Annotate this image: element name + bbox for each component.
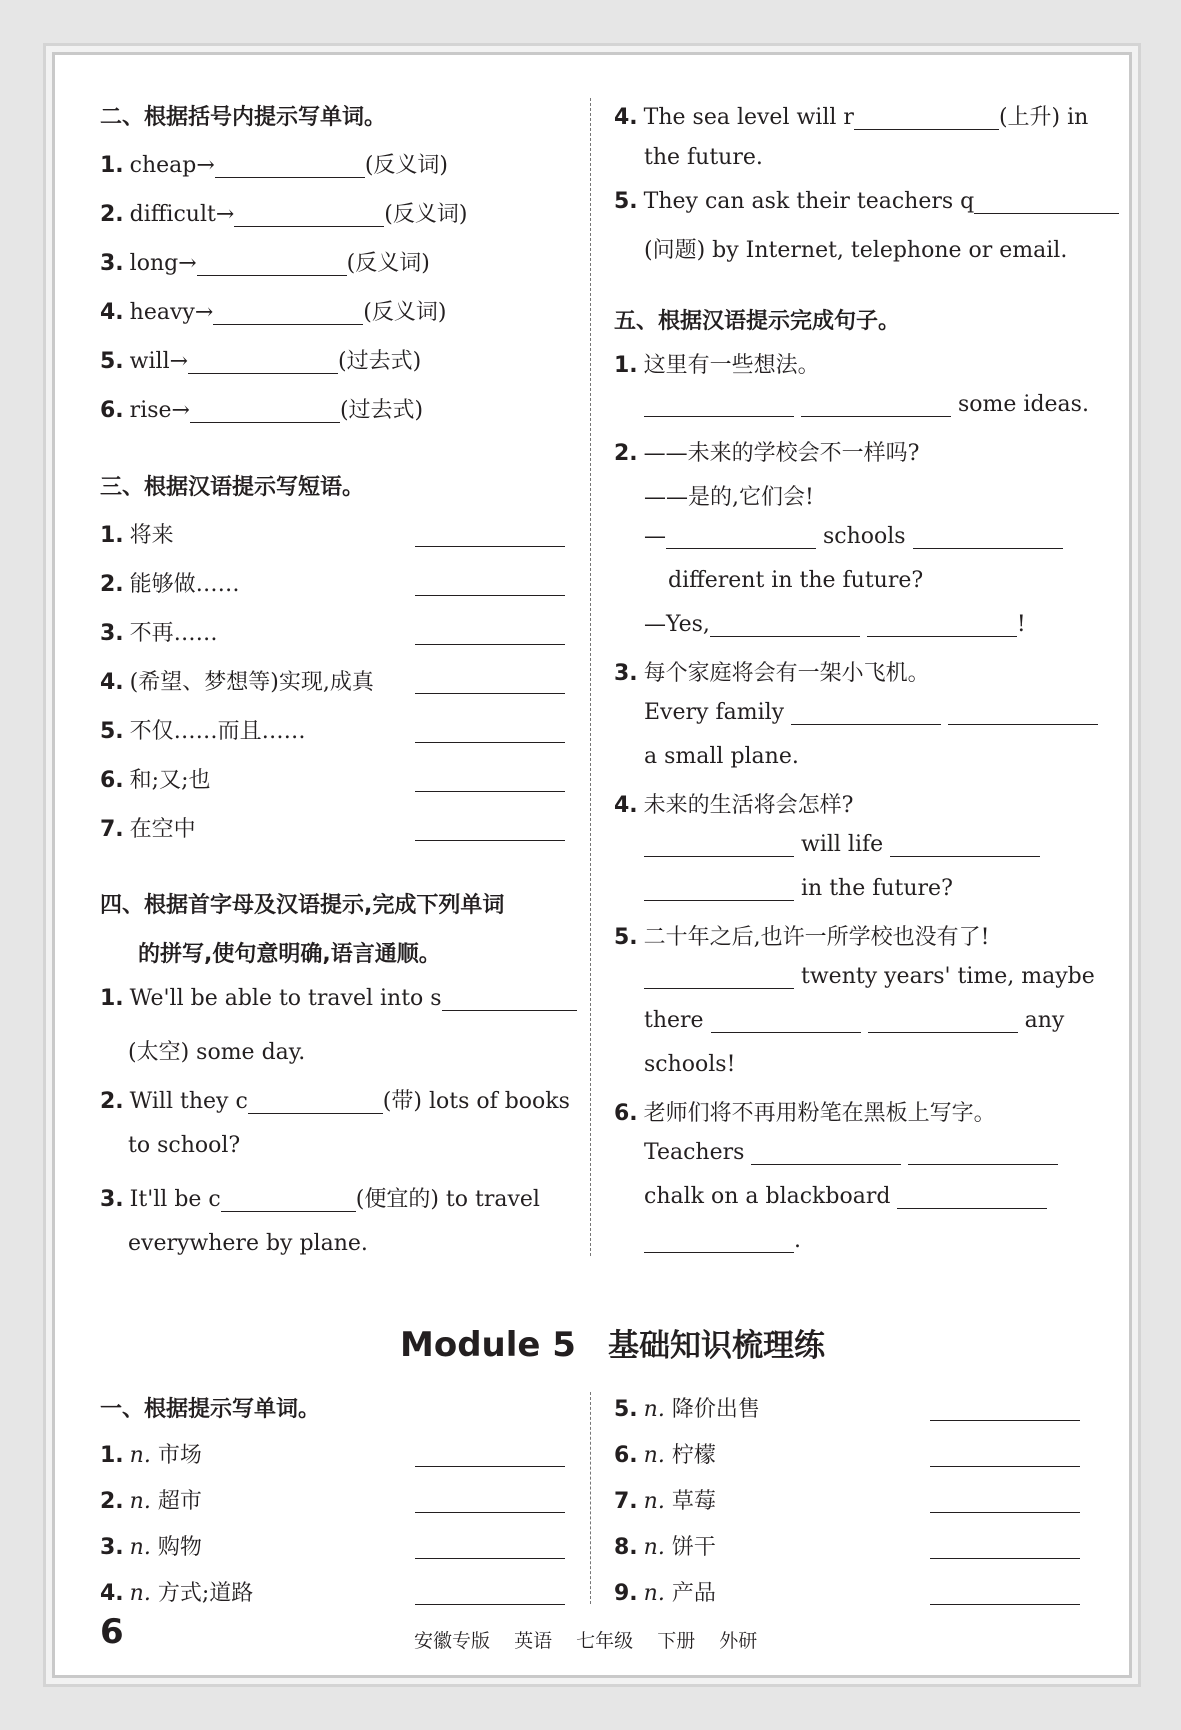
- list-item: 5. will→ (过去式): [100, 349, 422, 374]
- list-item: 6. rise→ (过去式): [100, 398, 424, 423]
- footer-publisher: 外研: [719, 1630, 758, 1652]
- list-item: 4. The sea level will r (上升) in: [614, 105, 1089, 130]
- answer-blank[interactable]: [710, 614, 860, 637]
- answer-blank[interactable]: [868, 1010, 1018, 1033]
- answer-line: —Yes, !: [644, 612, 1026, 637]
- footer-grade: 七年级: [576, 1630, 634, 1652]
- answer-blank[interactable]: [867, 614, 1017, 637]
- list-item-cont: ——是的,它们会!: [644, 485, 814, 510]
- list-item: 5. They can ask their teachers q: [614, 189, 1119, 214]
- answer-blank[interactable]: [897, 1186, 1047, 1209]
- list-item: 1. 这里有一些想法。: [614, 353, 820, 378]
- answer-blank[interactable]: [221, 1189, 356, 1212]
- column-divider: [590, 1392, 591, 1604]
- list-item: 1. cheap→ (反义词): [100, 153, 448, 178]
- section-5-title: 五、根据汉语提示完成句子。: [614, 309, 901, 334]
- answer-blank[interactable]: [930, 1511, 1080, 1513]
- list-item-cont: a small plane.: [644, 744, 799, 769]
- answer-blank[interactable]: [948, 702, 1098, 725]
- list-item: 6. 老师们将不再用粉笔在黑板上写字。: [614, 1101, 996, 1126]
- footer-term: 下册: [657, 1630, 696, 1652]
- answer-line: will life: [644, 832, 1040, 857]
- module-section-1-title: 一、根据提示写单词。: [100, 1397, 321, 1422]
- section-2-title: 二、根据括号内提示写单词。: [100, 105, 387, 130]
- answer-blank[interactable]: [974, 191, 1119, 214]
- answer-line: — schools: [644, 524, 1063, 549]
- answer-blank[interactable]: [791, 702, 941, 725]
- answer-blank[interactable]: [215, 155, 365, 178]
- answer-blank[interactable]: [415, 1603, 565, 1605]
- answer-blank[interactable]: [711, 1010, 861, 1033]
- answer-line: twenty years' time, maybe: [644, 964, 1095, 989]
- answer-line: .: [644, 1228, 801, 1253]
- list-item: 4. n. 方式;道路: [100, 1581, 254, 1606]
- answer-blank[interactable]: [190, 400, 340, 423]
- list-item: 6. 和;又;也: [100, 768, 211, 793]
- answer-line: there any: [644, 1008, 1065, 1033]
- list-item: 7. 在空中: [100, 817, 196, 842]
- list-item: 2. difficult→ (反义词): [100, 202, 468, 227]
- answer-blank[interactable]: [188, 351, 338, 374]
- answer-blank[interactable]: [890, 834, 1040, 857]
- list-item: 5. 二十年之后,也许一所学校也没有了!: [614, 925, 990, 950]
- answer-blank[interactable]: [930, 1557, 1080, 1559]
- answer-line: chalk on a blackboard: [644, 1184, 1047, 1209]
- list-item: 4. heavy→ (反义词): [100, 300, 447, 325]
- footer-edition: 安徽专版: [414, 1630, 491, 1652]
- footer-info: [414, 1626, 775, 1653]
- answer-line: Teachers: [644, 1140, 1058, 1165]
- answer-line: some ideas.: [644, 392, 1089, 417]
- answer-blank[interactable]: [415, 594, 565, 596]
- answer-blank[interactable]: [415, 545, 565, 547]
- answer-blank[interactable]: [248, 1091, 383, 1114]
- list-item: 3. 不再……: [100, 621, 218, 646]
- section-4-title: 四、根据首字母及汉语提示,完成下列单词: [100, 893, 505, 918]
- section-4-title-cont: 的拼写,使句意明确,语言通顺。: [138, 942, 441, 967]
- answer-blank[interactable]: [930, 1465, 1080, 1467]
- list-item-cont: to school?: [128, 1133, 241, 1158]
- answer-blank[interactable]: [442, 988, 577, 1011]
- answer-blank[interactable]: [644, 966, 794, 989]
- section-3-title: 三、根据汉语提示写短语。: [100, 475, 365, 500]
- answer-line: Every family: [644, 700, 1098, 725]
- answer-blank[interactable]: [666, 526, 816, 549]
- list-item: 3. It'll be c (便宜的) to travel: [100, 1187, 540, 1212]
- answer-blank[interactable]: [415, 643, 565, 645]
- list-item-cont: the future.: [644, 145, 763, 170]
- answer-blank[interactable]: [234, 204, 384, 227]
- list-item: 9. n. 产品: [614, 1581, 716, 1606]
- answer-blank[interactable]: [644, 878, 794, 901]
- list-item: 5. n. 降价出售: [614, 1397, 760, 1422]
- list-item: 5. 不仅……而且……: [100, 719, 306, 744]
- list-item: 2. n. 超市: [100, 1489, 202, 1514]
- list-item-cont: everywhere by plane.: [128, 1231, 368, 1256]
- answer-blank[interactable]: [930, 1419, 1080, 1421]
- answer-blank[interactable]: [908, 1142, 1058, 1165]
- answer-blank[interactable]: [415, 1557, 565, 1559]
- footer-subject: 英语: [514, 1630, 553, 1652]
- page-number: 6: [100, 1612, 124, 1652]
- answer-blank[interactable]: [644, 1230, 794, 1253]
- column-divider: [590, 98, 591, 1256]
- list-item-cont: (问题) by Internet, telephone or email.: [644, 238, 1068, 263]
- list-item: 8. n. 饼干: [614, 1535, 716, 1560]
- module-title: Module 5 基础知识梳理练: [400, 1325, 825, 1365]
- list-item: 6. n. 柠檬: [614, 1443, 716, 1468]
- list-item: 2. ——未来的学校会不一样吗?: [614, 441, 920, 466]
- list-item: 2. Will they c (带) lots of books: [100, 1089, 570, 1114]
- list-item: 7. n. 草莓: [614, 1489, 716, 1514]
- answer-blank[interactable]: [415, 839, 565, 841]
- answer-blank[interactable]: [801, 394, 951, 417]
- answer-blank[interactable]: [197, 253, 347, 276]
- list-item: 1. n. 市场: [100, 1443, 202, 1468]
- list-item: 2. 能够做……: [100, 572, 240, 597]
- answer-blank[interactable]: [644, 394, 794, 417]
- answer-blank[interactable]: [854, 107, 999, 130]
- answer-blank[interactable]: [415, 1511, 565, 1513]
- answer-blank[interactable]: [913, 526, 1063, 549]
- answer-blank[interactable]: [751, 1142, 901, 1165]
- answer-blank[interactable]: [644, 834, 794, 857]
- list-item: 1. We'll be able to travel into s: [100, 986, 577, 1011]
- list-item: 3. long→ (反义词): [100, 251, 430, 276]
- answer-blank[interactable]: [415, 692, 565, 694]
- list-item: 3. 每个家庭将会有一架小飞机。: [614, 661, 930, 686]
- answer-blank[interactable]: [213, 302, 363, 325]
- answer-blank[interactable]: [415, 741, 565, 743]
- list-item: 4. (希望、梦想等)实现,成真: [100, 670, 374, 695]
- answer-blank[interactable]: [415, 1465, 565, 1467]
- list-item-cont: (太空) some day.: [128, 1040, 306, 1065]
- list-item: 3. n. 购物: [100, 1535, 202, 1560]
- list-item: 1. 将来: [100, 523, 174, 548]
- list-item-cont: different in the future?: [668, 568, 924, 593]
- answer-blank[interactable]: [930, 1603, 1080, 1605]
- answer-blank[interactable]: [415, 790, 565, 792]
- answer-line: in the future?: [644, 876, 953, 901]
- list-item-cont: schools!: [644, 1052, 736, 1077]
- list-item: 4. 未来的生活将会怎样?: [614, 793, 854, 818]
